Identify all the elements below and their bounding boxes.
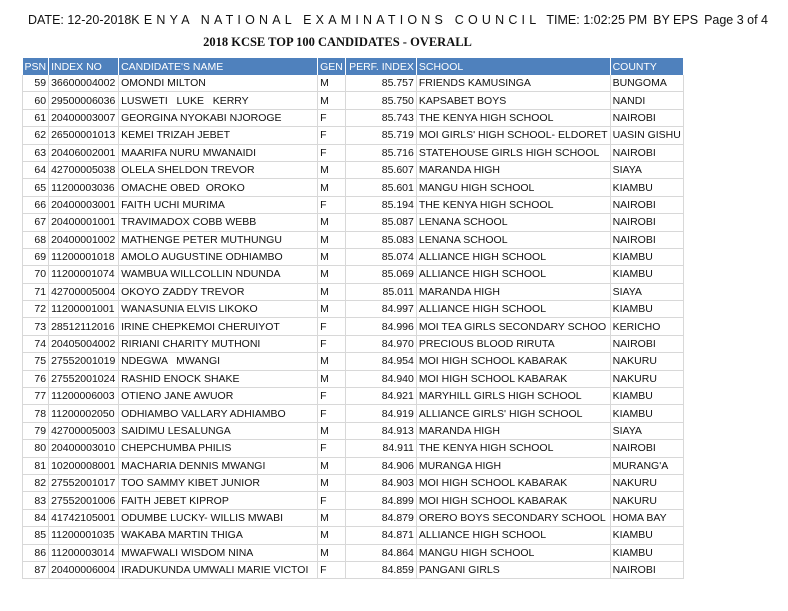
cell-psn: 78	[23, 405, 49, 422]
cell-gender: M	[318, 283, 346, 300]
table-row	[23, 92, 684, 109]
cell-perf-index: 85.719	[345, 127, 416, 144]
cell-gender: M	[318, 353, 346, 370]
cell-school: MOI HIGH SCHOOL KABARAK	[416, 492, 610, 509]
cell-psn: 73	[23, 318, 49, 335]
cell-perf-index: 84.913	[345, 422, 416, 439]
column-header-school: SCHOOL	[416, 58, 610, 75]
cell-perf-index: 84.864	[345, 544, 416, 561]
table-row	[23, 318, 684, 335]
cell-index-no: 20406002001	[49, 144, 119, 161]
cell-psn: 85	[23, 527, 49, 544]
cell-perf-index: 84.954	[345, 353, 416, 370]
cell-perf-index: 84.997	[345, 301, 416, 318]
cell-gender: M	[318, 248, 346, 265]
cell-school: MOI HIGH SCHOOL KABARAK	[416, 353, 610, 370]
table-row	[23, 492, 684, 509]
cell-perf-index: 84.906	[345, 457, 416, 474]
cell-index-no: 11200001018	[49, 248, 119, 265]
table-row	[23, 179, 684, 196]
cell-index-no: 11200003014	[49, 544, 119, 561]
cell-school: THE KENYA HIGH SCHOOL	[416, 440, 610, 457]
cell-gender: M	[318, 92, 346, 109]
cell-psn: 79	[23, 422, 49, 439]
cell-candidate-name: MAARIFA NURU MWANAIDI	[119, 144, 318, 161]
cell-gender: M	[318, 301, 346, 318]
cell-perf-index: 85.194	[345, 196, 416, 213]
cell-county: NAIROBI	[610, 214, 683, 231]
cell-gender: M	[318, 179, 346, 196]
cell-school: MARANDA HIGH	[416, 161, 610, 178]
cell-candidate-name: MWAFWALI WISDOM NINA	[119, 544, 318, 561]
cell-county: NANDI	[610, 92, 683, 109]
cell-county: HOMA BAY	[610, 509, 683, 526]
table-row	[23, 266, 684, 283]
table-row	[23, 301, 684, 318]
cell-index-no: 11200006003	[49, 388, 119, 405]
table-row	[23, 231, 684, 248]
report-header	[28, 13, 768, 27]
cell-candidate-name: OMONDI MILTON	[119, 75, 318, 92]
cell-county: NAIROBI	[610, 196, 683, 213]
cell-psn: 74	[23, 335, 49, 352]
cell-psn: 80	[23, 440, 49, 457]
cell-index-no: 27552001024	[49, 370, 119, 387]
cell-school: LENANA SCHOOL	[416, 214, 610, 231]
cell-gender: M	[318, 457, 346, 474]
cell-perf-index: 85.601	[345, 179, 416, 196]
cell-county: KIAMBU	[610, 266, 683, 283]
cell-index-no: 20405004002	[49, 335, 119, 352]
cell-school: MARANDA HIGH	[416, 422, 610, 439]
cell-school: MARYHILL GIRLS HIGH SCHOOL	[416, 388, 610, 405]
cell-perf-index: 85.011	[345, 283, 416, 300]
table-row	[23, 405, 684, 422]
cell-school: ALLIANCE HIGH SCHOOL	[416, 527, 610, 544]
cell-candidate-name: KEMEI TRIZAH JEBET	[119, 127, 318, 144]
cell-candidate-name: MATHENGE PETER MUTHUNGU	[119, 231, 318, 248]
cell-index-no: 20400001002	[49, 231, 119, 248]
report-author: BY EPS	[653, 13, 699, 27]
table-row	[23, 144, 684, 161]
cell-perf-index: 84.899	[345, 492, 416, 509]
cell-psn: 70	[23, 266, 49, 283]
cell-psn: 71	[23, 283, 49, 300]
cell-county: KIAMBU	[610, 301, 683, 318]
cell-index-no: 20400001001	[49, 214, 119, 231]
cell-school: ORERO BOYS SECONDARY SCHOOL	[416, 509, 610, 526]
column-header-perf-index: PERF. INDEX	[345, 58, 416, 75]
cell-school: MOI GIRLS' HIGH SCHOOL- ELDORET	[416, 127, 610, 144]
cell-perf-index: 85.743	[345, 109, 416, 126]
cell-county: NAIROBI	[610, 109, 683, 126]
cell-psn: 83	[23, 492, 49, 509]
cell-school: ALLIANCE HIGH SCHOOL	[416, 248, 610, 265]
cell-perf-index: 85.750	[345, 92, 416, 109]
cell-index-no: 26500001013	[49, 127, 119, 144]
cell-gender: M	[318, 231, 346, 248]
column-header-gender: GEN	[318, 58, 346, 75]
cell-perf-index: 84.859	[345, 561, 416, 578]
cell-candidate-name: TOO SAMMY KIBET JUNIOR	[119, 474, 318, 491]
cell-school: LENANA SCHOOL	[416, 231, 610, 248]
column-header-index-no: INDEX NO	[49, 58, 119, 75]
cell-perf-index: 84.903	[345, 474, 416, 491]
cell-candidate-name: MACHARIA DENNIS MWANGI	[119, 457, 318, 474]
cell-index-no: 27552001006	[49, 492, 119, 509]
cell-psn: 60	[23, 92, 49, 109]
cell-index-no: 29500006036	[49, 92, 119, 109]
page-number: Page 3 of 4	[704, 13, 769, 27]
cell-school: MOI HIGH SCHOOL KABARAK	[416, 370, 610, 387]
cell-index-no: 20400006004	[49, 561, 119, 578]
report-date: DATE: 12-20-2018	[28, 13, 132, 27]
table-row	[23, 214, 684, 231]
cell-perf-index: 85.607	[345, 161, 416, 178]
cell-perf-index: 84.911	[345, 440, 416, 457]
cell-gender: M	[318, 75, 346, 92]
cell-gender: M	[318, 527, 346, 544]
cell-candidate-name: WAKABA MARTIN THIGA	[119, 527, 318, 544]
cell-gender: M	[318, 161, 346, 178]
cell-candidate-name: FAITH JEBET KIPROP	[119, 492, 318, 509]
cell-county: SIAYA	[610, 422, 683, 439]
cell-county: KIAMBU	[610, 544, 683, 561]
cell-school: MOI TEA GIRLS SECONDARY SCHOO	[416, 318, 610, 335]
cell-gender: M	[318, 266, 346, 283]
cell-psn: 84	[23, 509, 49, 526]
column-header-name: CANDIDATE'S NAME	[119, 58, 318, 75]
cell-candidate-name: RASHID ENOCK SHAKE	[119, 370, 318, 387]
cell-psn: 77	[23, 388, 49, 405]
table-row	[23, 527, 684, 544]
table-header-row	[23, 58, 684, 75]
cell-candidate-name: AMOLO AUGUSTINE ODHIAMBO	[119, 248, 318, 265]
cell-candidate-name: GEORGINA NYOKABI NJOROGE	[119, 109, 318, 126]
cell-county: KIAMBU	[610, 388, 683, 405]
cell-psn: 86	[23, 544, 49, 561]
table-row	[23, 544, 684, 561]
cell-psn: 72	[23, 301, 49, 318]
cell-candidate-name: FAITH UCHI MURIMA	[119, 196, 318, 213]
cell-school: PRECIOUS BLOOD RIRUTA	[416, 335, 610, 352]
cell-index-no: 42700005004	[49, 283, 119, 300]
cell-psn: 62	[23, 127, 49, 144]
cell-gender: F	[318, 405, 346, 422]
cell-candidate-name: OMACHE OBED OROKO	[119, 179, 318, 196]
cell-county: NAKURU	[610, 353, 683, 370]
cell-psn: 76	[23, 370, 49, 387]
cell-perf-index: 84.879	[345, 509, 416, 526]
table-row	[23, 283, 684, 300]
cell-county: BUNGOMA	[610, 75, 683, 92]
cell-gender: F	[318, 561, 346, 578]
cell-candidate-name: LUSWETI LUKE KERRY	[119, 92, 318, 109]
cell-school: MANGU HIGH SCHOOL	[416, 179, 610, 196]
cell-candidate-name: ODHIAMBO VALLARY ADHIAMBO	[119, 405, 318, 422]
cell-gender: F	[318, 196, 346, 213]
cell-perf-index: 85.074	[345, 248, 416, 265]
cell-perf-index: 84.996	[345, 318, 416, 335]
cell-school: THE KENYA HIGH SCHOOL	[416, 196, 610, 213]
cell-candidate-name: ODUMBE LUCKY- WILLIS MWABI	[119, 509, 318, 526]
table-row	[23, 109, 684, 126]
cell-school: MARANDA HIGH	[416, 283, 610, 300]
table-row	[23, 127, 684, 144]
table-row	[23, 474, 684, 491]
cell-gender: M	[318, 422, 346, 439]
cell-index-no: 27552001019	[49, 353, 119, 370]
cell-psn: 69	[23, 248, 49, 265]
table-row	[23, 353, 684, 370]
cell-candidate-name: SAIDIMU LESALUNGA	[119, 422, 318, 439]
cell-county: KIAMBU	[610, 405, 683, 422]
cell-school: PANGANI GIRLS	[416, 561, 610, 578]
cell-candidate-name: IRADUKUNDA UMWALI MARIE VICTOI	[119, 561, 318, 578]
cell-county: NAIROBI	[610, 440, 683, 457]
table-row	[23, 561, 684, 578]
cell-county: NAKURU	[610, 370, 683, 387]
cell-candidate-name: WANASUNIA ELVIS LIKOKO	[119, 301, 318, 318]
table-row	[23, 457, 684, 474]
cell-candidate-name: OLELA SHELDON TREVOR	[119, 161, 318, 178]
cell-gender: M	[318, 544, 346, 561]
cell-gender: F	[318, 388, 346, 405]
cell-psn: 63	[23, 144, 49, 161]
cell-candidate-name: CHEPCHUMBA PHILIS	[119, 440, 318, 457]
table-row	[23, 388, 684, 405]
table-row	[23, 196, 684, 213]
cell-county: NAIROBI	[610, 231, 683, 248]
cell-county: KIAMBU	[610, 179, 683, 196]
cell-school: ALLIANCE HIGH SCHOOL	[416, 266, 610, 283]
cell-county: MURANG'A	[610, 457, 683, 474]
cell-candidate-name: OTIENO JANE AWUOR	[119, 388, 318, 405]
cell-gender: F	[318, 144, 346, 161]
cell-perf-index: 84.871	[345, 527, 416, 544]
cell-school: STATEHOUSE GIRLS HIGH SCHOOL	[416, 144, 610, 161]
cell-county: UASIN GISHU	[610, 127, 683, 144]
candidates-table	[22, 58, 684, 579]
report-time: TIME: 1:02:25 PM	[546, 13, 648, 27]
cell-index-no: 36600004002	[49, 75, 119, 92]
cell-index-no: 11200001074	[49, 266, 119, 283]
cell-index-no: 27552001017	[49, 474, 119, 491]
column-header-psn: PSN	[23, 58, 49, 75]
cell-psn: 75	[23, 353, 49, 370]
cell-perf-index: 84.940	[345, 370, 416, 387]
cell-index-no: 20400003007	[49, 109, 119, 126]
cell-county: KIAMBU	[610, 527, 683, 544]
cell-index-no: 20400003010	[49, 440, 119, 457]
table-row	[23, 440, 684, 457]
cell-perf-index: 84.970	[345, 335, 416, 352]
table-row	[23, 509, 684, 526]
cell-gender: F	[318, 109, 346, 126]
cell-index-no: 28512112016	[49, 318, 119, 335]
cell-index-no: 41742105001	[49, 509, 119, 526]
cell-school: MURANGA HIGH	[416, 457, 610, 474]
cell-index-no: 42700005038	[49, 161, 119, 178]
cell-county: KERICHO	[610, 318, 683, 335]
cell-psn: 68	[23, 231, 49, 248]
cell-school: MOI HIGH SCHOOL KABARAK	[416, 474, 610, 491]
cell-county: NAIROBI	[610, 335, 683, 352]
cell-index-no: 20400003001	[49, 196, 119, 213]
cell-psn: 66	[23, 196, 49, 213]
cell-gender: M	[318, 214, 346, 231]
cell-index-no: 42700005003	[49, 422, 119, 439]
cell-school: ALLIANCE GIRLS' HIGH SCHOOL	[416, 405, 610, 422]
cell-perf-index: 84.919	[345, 405, 416, 422]
table-row	[23, 422, 684, 439]
report-title: 2018 KCSE TOP 100 CANDIDATES - OVERALL	[203, 35, 472, 49]
cell-gender: M	[318, 370, 346, 387]
cell-perf-index: 85.087	[345, 214, 416, 231]
cell-gender: M	[318, 509, 346, 526]
cell-psn: 64	[23, 161, 49, 178]
cell-index-no: 11200002050	[49, 405, 119, 422]
cell-candidate-name: NDEGWA MWANGI	[119, 353, 318, 370]
cell-psn: 65	[23, 179, 49, 196]
cell-gender: F	[318, 318, 346, 335]
cell-county: NAIROBI	[610, 144, 683, 161]
cell-psn: 67	[23, 214, 49, 231]
cell-county: NAIROBI	[610, 561, 683, 578]
table-row	[23, 161, 684, 178]
cell-gender: F	[318, 492, 346, 509]
cell-county: SIAYA	[610, 283, 683, 300]
cell-index-no: 10200008001	[49, 457, 119, 474]
cell-psn: 61	[23, 109, 49, 126]
cell-psn: 81	[23, 457, 49, 474]
cell-school: THE KENYA HIGH SCHOOL	[416, 109, 610, 126]
cell-perf-index: 85.083	[345, 231, 416, 248]
cell-gender: F	[318, 335, 346, 352]
table-row	[23, 370, 684, 387]
cell-psn: 87	[23, 561, 49, 578]
cell-psn: 82	[23, 474, 49, 491]
cell-gender: F	[318, 127, 346, 144]
cell-county: SIAYA	[610, 161, 683, 178]
cell-school: FRIENDS KAMUSINGA	[416, 75, 610, 92]
column-header-county: COUNTY	[610, 58, 683, 75]
cell-perf-index: 84.921	[345, 388, 416, 405]
cell-perf-index: 85.069	[345, 266, 416, 283]
cell-candidate-name: WAMBUA WILLCOLLIN NDUNDA	[119, 266, 318, 283]
cell-candidate-name: IRINE CHEPKEMOI CHERUIYOT	[119, 318, 318, 335]
cell-school: KAPSABET BOYS	[416, 92, 610, 109]
cell-county: KIAMBU	[610, 248, 683, 265]
cell-index-no: 11200001001	[49, 301, 119, 318]
cell-perf-index: 85.716	[345, 144, 416, 161]
cell-candidate-name: TRAVIMADOX COBB WEBB	[119, 214, 318, 231]
table-row	[23, 335, 684, 352]
cell-county: NAKURU	[610, 492, 683, 509]
cell-county: NAKURU	[610, 474, 683, 491]
cell-school: ALLIANCE HIGH SCHOOL	[416, 301, 610, 318]
cell-perf-index: 85.757	[345, 75, 416, 92]
cell-psn: 59	[23, 75, 49, 92]
cell-index-no: 11200001035	[49, 527, 119, 544]
cell-gender: M	[318, 474, 346, 491]
cell-school: MANGU HIGH SCHOOL	[416, 544, 610, 561]
table-row	[23, 248, 684, 265]
cell-gender: F	[318, 440, 346, 457]
cell-index-no: 11200003036	[49, 179, 119, 196]
organization-name: KENYA NATIONAL EXAMINATIONS COUNCIL	[131, 13, 541, 27]
cell-candidate-name: OKOYO ZADDY TREVOR	[119, 283, 318, 300]
cell-candidate-name: RIRIANI CHARITY MUTHONI	[119, 335, 318, 352]
table-row	[23, 75, 684, 92]
